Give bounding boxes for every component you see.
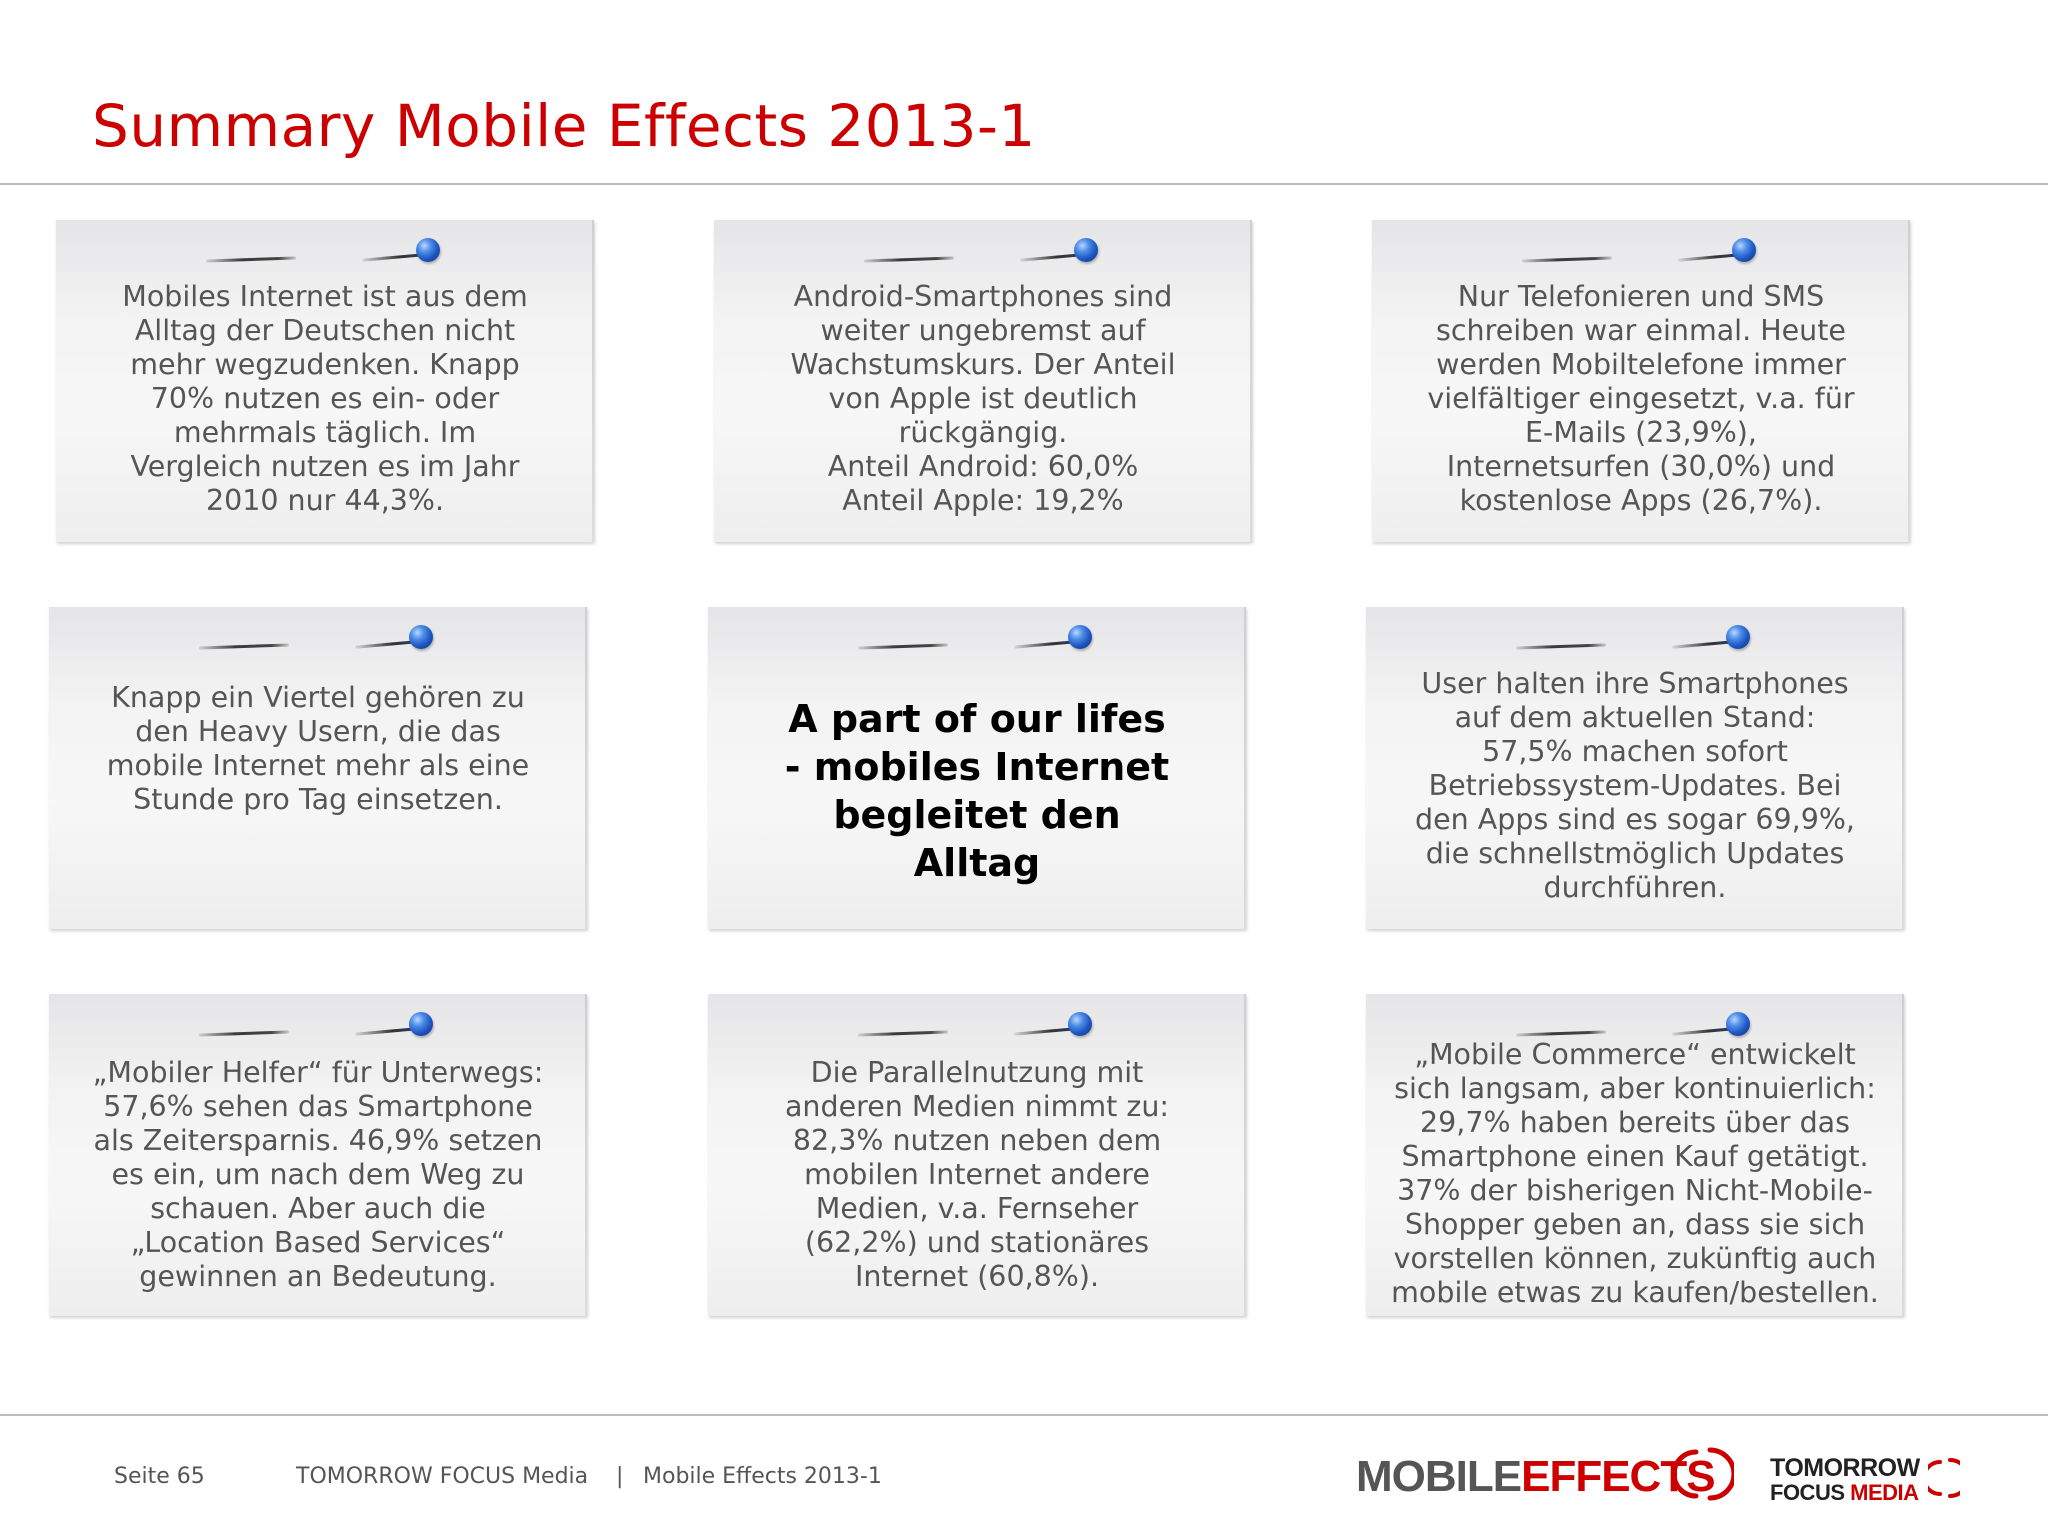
logo-word-effects: EFFECTS [1521,1452,1715,1501]
tomorrow-focus-logo-top: TOMORROW [1770,1454,1920,1482]
pushpin-icon [206,232,446,268]
pushpin-icon [1516,1006,1756,1042]
pushpin-icon [199,619,439,655]
summary-card-mobile-helper [49,994,587,1316]
pushpin-icon [1516,619,1756,655]
card-text: „Mobiler Helfer“ für Unterwegs: 57,6% sehen das Smartphone als Zeitersparnis. 46,9% setzen es ein, um nach dem Weg zu schauen. Aber auch die „Location Based Services“ gewinnen an Bedeutung. [92,1056,544,1293]
card-text: Die Parallelnutzung mit anderen Medien nimmt zu: 82,3% nutzen neben dem mobilen Internet andere Medien, v.a. Fernseher (62,2%) und stationäres Internet (60,8%). [784,1056,1170,1293]
summary-card-headline [708,607,1246,929]
page-number: Seite 65 [114,1464,205,1489]
card-text: Mobiles Internet ist aus dem Alltag der Deutschen nicht mehr wegzudenken. Knapp 70% nutzen es ein- oder mehrmals täglich. Im Vergleich nutzen es im Jahr 2010 nur 44,3%. [122,280,528,517]
card-text: Android-Smartphones sind weiter ungebremst auf Wachstumskurs. Der Anteil von Apple ist deutlich rückgängig. Anteil Android: 60,0% Anteil Apple: 19,2% [790,280,1176,517]
mobile-effects-logo-mark-icon [1674,1444,1734,1504]
card-text: Nur Telefonieren und SMS schreiben war einmal. Heute werden Mobiltelefone immer vielfältiger eingesetzt, v.a. für E-Mails (23,9%), Internetsurfen (30,0%) und kostenlose Apps (26,7%). [1427,280,1855,517]
tomorrow-focus-logo-mark-icon [1928,1456,1960,1500]
footer-separator: | [616,1464,624,1489]
pushpin-icon [1522,232,1762,268]
summary-card-heavy-users [49,607,587,929]
summary-card-parallel-usage [708,994,1246,1316]
summary-card-mobile-internet [56,220,594,542]
card-headline: A part of our lifes - mobiles Internet begleitet den Alltag [784,697,1170,885]
mobile-effects-logo [1356,1452,1715,1502]
bottom-divider [0,1414,2048,1416]
top-divider [0,183,2048,185]
logo-word-mobile: MOBILE [1356,1452,1522,1501]
logo-word-media: MEDIA [1850,1480,1919,1505]
summary-card-updates [1366,607,1904,929]
summary-card-mobile-commerce [1366,994,1904,1316]
slide-title: Summary Mobile Effects 2013-1 [92,92,1036,160]
pushpin-icon [199,1006,439,1042]
pushpin-icon [864,232,1104,268]
footer-company: TOMORROW FOCUS Media [296,1464,589,1489]
pushpin-icon [858,1006,1098,1042]
tomorrow-focus-logo-bottom [1770,1480,1919,1506]
footer-report-name: Mobile Effects 2013-1 [643,1464,882,1489]
logo-word-focus: FOCUS [1770,1480,1845,1505]
card-text: Knapp ein Viertel gehören zu den Heavy Usern, die das mobile Internet mehr als eine Stunde pro Tag einsetzen. [106,681,530,816]
summary-card-android [714,220,1252,542]
card-text: „Mobile Commerce“ entwickelt sich langsam, aber kontinuierlich: 29,7% haben bereits über das Smartphone einen Kauf getätigt. 37% der bisherigen Nicht-Mobile- Shopper geben an, dass sie sich vorstellen können, zukünftig auch mobile etwas zu kaufen/bestellen. [1391,1038,1879,1309]
summary-card-usage [1372,220,1910,542]
pushpin-icon [858,619,1098,655]
card-text: User halten ihre Smartphones auf dem aktuellen Stand: 57,5% machen sofort Betriebssystem-Updates. Bei den Apps sind es sogar 69,9%, die schnellstmöglich Updates durchführen. [1415,667,1855,904]
